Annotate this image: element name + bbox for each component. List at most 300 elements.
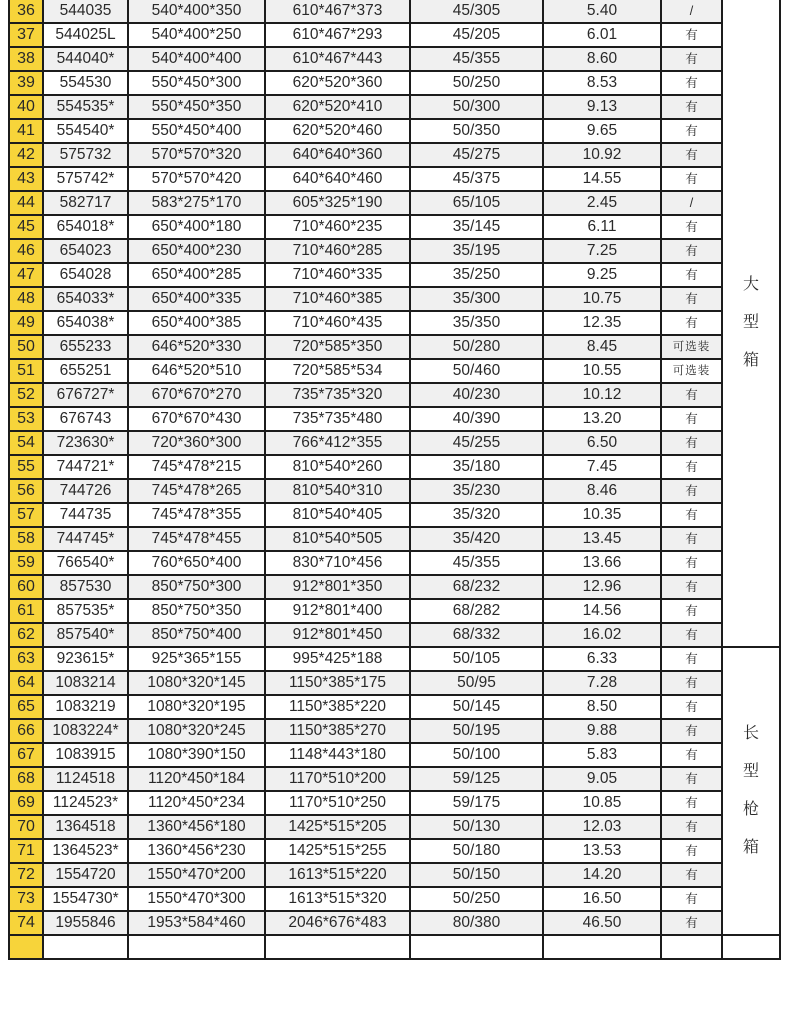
row-number: 36 [9,0,43,23]
weight-cell: 10.75 [543,287,661,311]
row-number: 53 [9,407,43,431]
weight-cell: 9.88 [543,719,661,743]
table-row [9,215,780,239]
inner-size-cell: 670*670*430 [128,407,265,431]
feature-cell: 有 [661,239,722,263]
feature-cell: 有 [661,671,722,695]
model-cell: 1083214 [43,671,128,695]
row-number: 70 [9,815,43,839]
model-cell: 655233 [43,335,128,359]
feature-cell: 有 [661,719,722,743]
inner-size-cell: 646*520*330 [128,335,265,359]
outer-size-cell: 720*585*534 [265,359,410,383]
outer-size-cell: 810*540*505 [265,527,410,551]
lid-base-height-cell: 65/105 [410,191,543,215]
row-number: 48 [9,287,43,311]
lid-base-height-cell: 50/250 [410,887,543,911]
outer-size-cell: 710*460*335 [265,263,410,287]
weight-cell: 6.33 [543,647,661,671]
feature-cell: 有 [661,575,722,599]
weight-cell: 13.53 [543,839,661,863]
model-cell: 654028 [43,263,128,287]
table-row [9,383,780,407]
lid-base-height-cell: 50/180 [410,839,543,863]
outer-size-cell: 810*540*405 [265,503,410,527]
weight-cell [543,935,661,959]
model-cell: 654018* [43,215,128,239]
feature-cell: 有 [661,839,722,863]
inner-size-cell: 1080*320*145 [128,671,265,695]
outer-size-cell: 810*540*310 [265,479,410,503]
row-number: 41 [9,119,43,143]
model-cell: 1083224* [43,719,128,743]
feature-cell: 有 [661,695,722,719]
table-row [9,887,780,911]
model-cell: 575742* [43,167,128,191]
row-number [9,935,43,959]
row-number: 67 [9,743,43,767]
table-row [9,551,780,575]
weight-cell: 8.60 [543,47,661,71]
model-cell [43,935,128,959]
category-char: 长 [742,725,759,742]
row-number: 45 [9,215,43,239]
lid-base-height-cell: 59/175 [410,791,543,815]
model-cell: 676727* [43,383,128,407]
model-cell: 1083915 [43,743,128,767]
model-cell: 1364523* [43,839,128,863]
table-row [9,95,780,119]
row-number: 62 [9,623,43,647]
row-number: 57 [9,503,43,527]
lid-base-height-cell: 59/125 [410,767,543,791]
row-number: 54 [9,431,43,455]
lid-base-height-cell: 45/255 [410,431,543,455]
row-number: 42 [9,143,43,167]
product-spec-table [8,0,781,960]
weight-cell: 8.50 [543,695,661,719]
weight-cell: 14.55 [543,167,661,191]
inner-size-cell: 745*478*355 [128,503,265,527]
outer-size-cell: 1425*515*255 [265,839,410,863]
outer-size-cell: 1613*515*320 [265,887,410,911]
table-row [9,479,780,503]
weight-cell: 2.45 [543,191,661,215]
lid-base-height-cell: 35/250 [410,263,543,287]
inner-size-cell: 1120*450*234 [128,791,265,815]
feature-cell: 有 [661,503,722,527]
feature-cell: 有 [661,479,722,503]
outer-size-cell: 710*460*285 [265,239,410,263]
outer-size-cell: 610*467*293 [265,23,410,47]
model-cell: 554530 [43,71,128,95]
category-char: 箱 [742,839,759,856]
outer-size-cell: 912*801*350 [265,575,410,599]
row-number: 49 [9,311,43,335]
model-cell: 1124523* [43,791,128,815]
row-number: 37 [9,23,43,47]
model-cell: 1955846 [43,911,128,935]
weight-cell: 16.50 [543,887,661,911]
lid-base-height-cell: 45/375 [410,167,543,191]
weight-cell: 14.56 [543,599,661,623]
outer-size-cell: 710*460*385 [265,287,410,311]
row-number: 39 [9,71,43,95]
lid-base-height-cell: 35/195 [410,239,543,263]
feature-cell: 有 [661,95,722,119]
lid-base-height-cell: 80/380 [410,911,543,935]
feature-cell: / [661,0,722,23]
table-row [9,839,780,863]
inner-size-cell: 1080*320*245 [128,719,265,743]
inner-size-cell: 720*360*300 [128,431,265,455]
outer-size-cell: 710*460*235 [265,215,410,239]
model-cell: 744721* [43,455,128,479]
row-number: 43 [9,167,43,191]
feature-cell: 有 [661,791,722,815]
outer-size-cell: 620*520*360 [265,71,410,95]
weight-cell: 10.35 [543,503,661,527]
weight-cell: 9.13 [543,95,661,119]
lid-base-height-cell: 45/275 [410,143,543,167]
weight-cell: 10.92 [543,143,661,167]
outer-size-cell: 610*467*443 [265,47,410,71]
inner-size-cell: 650*400*335 [128,287,265,311]
feature-cell: 有 [661,143,722,167]
feature-cell: 有 [661,455,722,479]
inner-size-cell: 1080*320*195 [128,695,265,719]
lid-base-height-cell: 68/232 [410,575,543,599]
outer-size-cell: 1150*385*270 [265,719,410,743]
inner-size-cell: 1080*390*150 [128,743,265,767]
lid-base-height-cell: 50/250 [410,71,543,95]
feature-cell: 有 [661,119,722,143]
model-cell: 544035 [43,0,128,23]
table-row [9,263,780,287]
row-number: 51 [9,359,43,383]
weight-cell: 46.50 [543,911,661,935]
weight-cell: 7.25 [543,239,661,263]
outer-size-cell: 912*801*400 [265,599,410,623]
table-row [9,743,780,767]
weight-cell: 7.45 [543,455,661,479]
model-cell: 544040* [43,47,128,71]
feature-cell: 有 [661,407,722,431]
feature-cell: 有 [661,863,722,887]
lid-base-height-cell: 45/355 [410,47,543,71]
feature-cell: 有 [661,167,722,191]
lid-base-height-cell [410,935,543,959]
feature-cell: 有 [661,623,722,647]
inner-size-cell: 550*450*400 [128,119,265,143]
outer-size-cell: 1170*510*200 [265,767,410,791]
lid-base-height-cell: 50/300 [410,95,543,119]
inner-size-cell: 1360*456*230 [128,839,265,863]
model-cell: 923615* [43,647,128,671]
lid-base-height-cell: 50/105 [410,647,543,671]
category-cell [722,0,780,647]
category-label [723,723,779,859]
row-number: 44 [9,191,43,215]
table-row [9,0,780,23]
weight-cell: 8.46 [543,479,661,503]
table-row [9,455,780,479]
lid-base-height-cell: 45/305 [410,0,543,23]
table-row [9,191,780,215]
model-cell: 676743 [43,407,128,431]
feature-cell [661,935,722,959]
table-row [9,287,780,311]
feature-cell: 有 [661,431,722,455]
outer-size-cell: 830*710*456 [265,551,410,575]
inner-size-cell: 1120*450*184 [128,767,265,791]
inner-size-cell: 570*570*420 [128,167,265,191]
feature-cell: 有 [661,599,722,623]
model-cell: 1124518 [43,767,128,791]
feature-cell: 有 [661,23,722,47]
weight-cell: 8.53 [543,71,661,95]
model-cell: 575732 [43,143,128,167]
table-row [9,791,780,815]
weight-cell: 13.66 [543,551,661,575]
outer-size-cell: 720*585*350 [265,335,410,359]
feature-cell: 有 [661,551,722,575]
model-cell: 857540* [43,623,128,647]
row-number: 74 [9,911,43,935]
table-row [9,23,780,47]
row-number: 58 [9,527,43,551]
row-number: 66 [9,719,43,743]
lid-base-height-cell: 50/350 [410,119,543,143]
inner-size-cell: 540*400*400 [128,47,265,71]
weight-cell: 9.65 [543,119,661,143]
lid-base-height-cell: 35/350 [410,311,543,335]
feature-cell: 有 [661,743,722,767]
lid-base-height-cell: 50/150 [410,863,543,887]
inner-size-cell [128,935,265,959]
feature-cell: 有 [661,311,722,335]
weight-cell: 6.11 [543,215,661,239]
outer-size-cell: 912*801*450 [265,623,410,647]
inner-size-cell: 550*450*300 [128,71,265,95]
lid-base-height-cell: 68/332 [410,623,543,647]
row-number: 69 [9,791,43,815]
category-cell [722,935,780,959]
model-cell: 723630* [43,431,128,455]
category-char: 箱 [742,352,759,369]
model-cell: 554540* [43,119,128,143]
row-number: 72 [9,863,43,887]
table-row [9,407,780,431]
outer-size-cell: 810*540*260 [265,455,410,479]
row-number: 60 [9,575,43,599]
outer-size-cell: 610*467*373 [265,0,410,23]
table-row [9,719,780,743]
model-cell: 744735 [43,503,128,527]
table-row [9,935,780,959]
inner-size-cell: 850*750*400 [128,623,265,647]
weight-cell: 16.02 [543,623,661,647]
row-number: 46 [9,239,43,263]
category-cell [722,647,780,935]
inner-size-cell: 1953*584*460 [128,911,265,935]
table-row [9,815,780,839]
outer-size-cell [265,935,410,959]
row-number: 63 [9,647,43,671]
inner-size-cell: 1550*470*300 [128,887,265,911]
inner-size-cell: 745*478*455 [128,527,265,551]
lid-base-height-cell: 50/195 [410,719,543,743]
weight-cell: 5.40 [543,0,661,23]
outer-size-cell: 620*520*460 [265,119,410,143]
outer-size-cell: 735*735*320 [265,383,410,407]
feature-cell: 有 [661,71,722,95]
row-number: 50 [9,335,43,359]
model-cell: 1364518 [43,815,128,839]
inner-size-cell: 570*570*320 [128,143,265,167]
category-char: 枪 [742,801,759,818]
inner-size-cell: 650*400*180 [128,215,265,239]
lid-base-height-cell: 68/282 [410,599,543,623]
lid-base-height-cell: 50/145 [410,695,543,719]
weight-cell: 14.20 [543,863,661,887]
table-row [9,863,780,887]
model-cell: 1554730* [43,887,128,911]
table-row [9,503,780,527]
table-row [9,239,780,263]
inner-size-cell: 540*400*250 [128,23,265,47]
feature-cell: / [661,191,722,215]
feature-cell: 有 [661,263,722,287]
outer-size-cell: 640*640*460 [265,167,410,191]
category-char: 型 [742,314,759,331]
model-cell: 654023 [43,239,128,263]
lid-base-height-cell: 50/100 [410,743,543,767]
table-row [9,671,780,695]
feature-cell: 可选装 [661,335,722,359]
outer-size-cell: 1150*385*220 [265,695,410,719]
table-row [9,647,780,671]
lid-base-height-cell: 35/300 [410,287,543,311]
feature-cell: 有 [661,527,722,551]
outer-size-cell: 605*325*190 [265,191,410,215]
outer-size-cell: 710*460*435 [265,311,410,335]
table-row [9,431,780,455]
outer-size-cell: 995*425*188 [265,647,410,671]
table-row [9,119,780,143]
model-cell: 654038* [43,311,128,335]
row-number: 71 [9,839,43,863]
row-number: 38 [9,47,43,71]
model-cell: 544025L [43,23,128,47]
table-row [9,527,780,551]
table-row [9,47,780,71]
table-row [9,143,780,167]
weight-cell: 6.01 [543,23,661,47]
lid-base-height-cell: 35/420 [410,527,543,551]
outer-size-cell: 1425*515*205 [265,815,410,839]
feature-cell: 有 [661,47,722,71]
table-row [9,359,780,383]
table-row [9,575,780,599]
outer-size-cell: 2046*676*483 [265,911,410,935]
weight-cell: 9.25 [543,263,661,287]
row-number: 61 [9,599,43,623]
weight-cell: 6.50 [543,431,661,455]
lid-base-height-cell: 50/95 [410,671,543,695]
lid-base-height-cell: 45/355 [410,551,543,575]
model-cell: 654033* [43,287,128,311]
model-cell: 582717 [43,191,128,215]
table-row [9,311,780,335]
outer-size-cell: 1170*510*250 [265,791,410,815]
model-cell: 857530 [43,575,128,599]
inner-size-cell: 646*520*510 [128,359,265,383]
weight-cell: 7.28 [543,671,661,695]
feature-cell: 有 [661,767,722,791]
feature-cell: 有 [661,215,722,239]
table-row [9,911,780,935]
outer-size-cell: 620*520*410 [265,95,410,119]
lid-base-height-cell: 50/280 [410,335,543,359]
outer-size-cell: 1148*443*180 [265,743,410,767]
weight-cell: 12.03 [543,815,661,839]
inner-size-cell: 850*750*350 [128,599,265,623]
row-number: 52 [9,383,43,407]
feature-cell: 有 [661,887,722,911]
table-row [9,767,780,791]
lid-base-height-cell: 50/130 [410,815,543,839]
row-number: 68 [9,767,43,791]
feature-cell: 有 [661,647,722,671]
model-cell: 766540* [43,551,128,575]
feature-cell: 有 [661,383,722,407]
row-number: 56 [9,479,43,503]
row-number: 73 [9,887,43,911]
row-number: 65 [9,695,43,719]
outer-size-cell: 1613*515*220 [265,863,410,887]
row-number: 59 [9,551,43,575]
feature-cell: 有 [661,287,722,311]
inner-size-cell: 650*400*285 [128,263,265,287]
inner-size-cell: 1550*470*200 [128,863,265,887]
inner-size-cell: 760*650*400 [128,551,265,575]
weight-cell: 13.20 [543,407,661,431]
lid-base-height-cell: 50/460 [410,359,543,383]
weight-cell: 12.96 [543,575,661,599]
weight-cell: 10.12 [543,383,661,407]
table-row [9,335,780,359]
model-cell: 655251 [43,359,128,383]
model-cell: 1083219 [43,695,128,719]
weight-cell: 12.35 [543,311,661,335]
table-row [9,71,780,95]
lid-base-height-cell: 40/390 [410,407,543,431]
lid-base-height-cell: 45/205 [410,23,543,47]
feature-cell: 有 [661,911,722,935]
inner-size-cell: 1360*456*180 [128,815,265,839]
feature-cell: 可选装 [661,359,722,383]
weight-cell: 9.05 [543,767,661,791]
lid-base-height-cell: 35/230 [410,479,543,503]
table-row [9,599,780,623]
row-number: 40 [9,95,43,119]
category-char: 大 [742,276,759,293]
inner-size-cell: 540*400*350 [128,0,265,23]
model-cell: 744726 [43,479,128,503]
inner-size-cell: 850*750*300 [128,575,265,599]
inner-size-cell: 650*400*385 [128,311,265,335]
